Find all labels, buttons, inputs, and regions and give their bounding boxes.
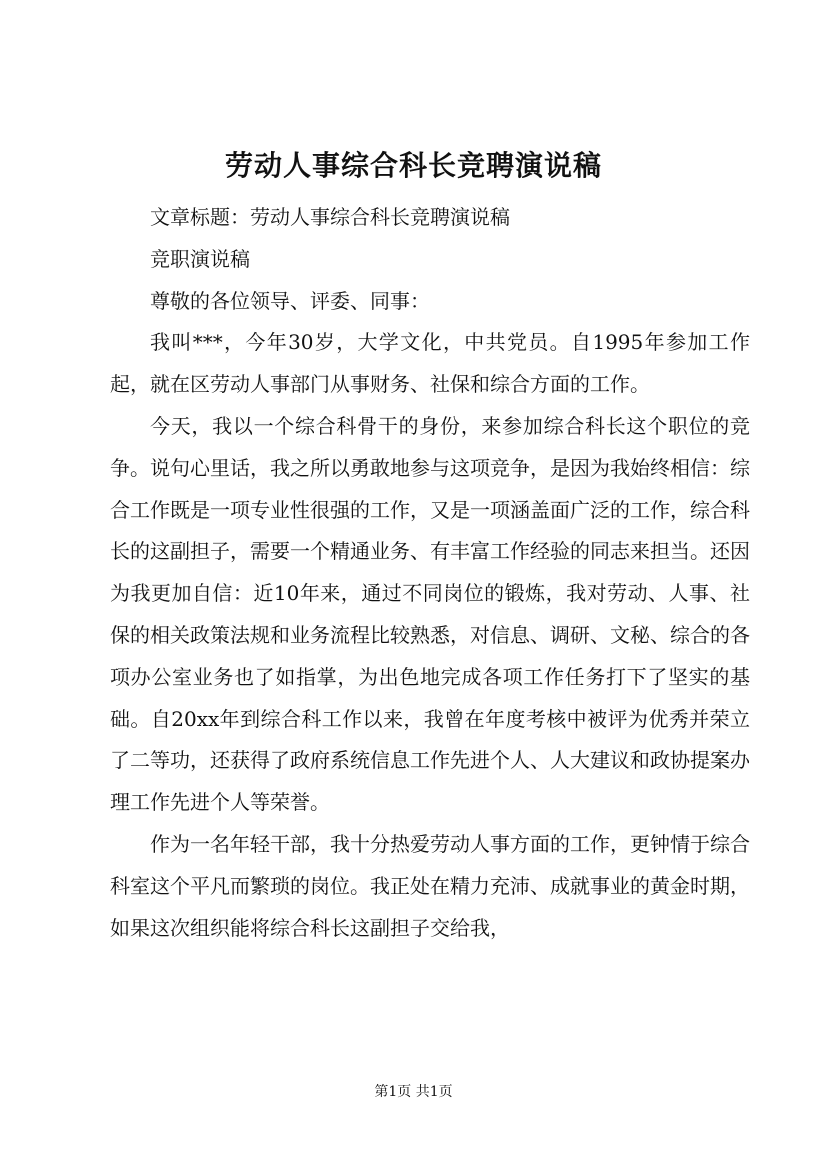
paragraph-article-title: 文章标题：劳动人事综合科长竞聘演说稿 [150, 205, 510, 229]
paragraph-introduction: 我叫***，今年30岁，大学文化，中共党员。自1995年参加工作起，就在区劳动人事部门从事财务、社保和综合方面的工作。 [110, 330, 750, 397]
page-footer: 第1页 共1页 [374, 1084, 453, 1100]
document-body [110, 197, 750, 949]
paragraph-category: 竞职演说稿 [150, 246, 250, 271]
paragraph-salutation: 尊敬的各位领导、评委、同事： [150, 288, 430, 313]
paragraph-motivation: 今天，我以一个综合科骨干的身份，来参加综合科长这个职位的竞争。说句心里话，我之所以勇敢地参与这项竞争，是因为我始终相信：综合工作既是一项专业性很强的工作，又是一项涵盖面广泛的工作，综合科长的这副担子，需要一个精通业务、有丰富工作经验的同志来担当。还因为我更加自信：近10年来，通过不同岗位的锻炼，我对劳动、人事、社保的相关政策法规和业务流程比较熟悉，对信息、调研、文秘、综合的各项办公室业务也了如指掌，为出色地完成各项工作任务打下了坚实的基础。自20xx年到综合科工作以来，我曾在年度考核中被评为优秀并荣立了二等功，还获得了政府系统信息工作先进个人、人大建议和政协提案办理工作先进个人等荣誉。 [110, 413, 750, 815]
paragraph-commitment: 作为一名年轻干部，我十分热爱劳动人事方面的工作，更钟情于综合科室这个平凡而繁琐的岗位。我正处在精力充沛、成就事业的黄金时期，如果这次组织能将综合科长这副担子交给我， [110, 831, 750, 940]
document-title: 劳动人事综合科长竞聘演说稿 [224, 149, 602, 182]
